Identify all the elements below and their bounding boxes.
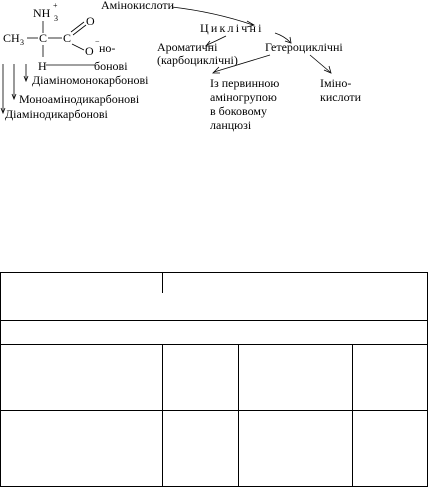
double-bond-line-1 xyxy=(71,22,84,32)
amino-acid-structure xyxy=(3,1,100,73)
single-bond-c-o xyxy=(72,44,84,50)
primary-amino-line2: аміногрупою xyxy=(210,90,277,104)
acyclic-partial-top-label: но- xyxy=(99,41,116,55)
diamino-monocarbon-label: Діаміномонокарбонові xyxy=(32,73,149,87)
root-amino-acids-label: Амінокислоти xyxy=(101,0,175,12)
acyclic-branch xyxy=(1,41,149,121)
primary-amino-line1: Із первинною xyxy=(210,76,280,90)
heterocyclic-label: Гетероциклічні xyxy=(265,40,343,54)
imino-label-line1: Іміно- xyxy=(320,76,352,90)
nh3-charge-sign: + xyxy=(53,1,58,10)
oxygen-minus-label: O xyxy=(85,44,94,58)
cyclic-branch xyxy=(157,21,362,132)
ch3-group-label: CH xyxy=(3,31,20,45)
nh3-group-label: NH xyxy=(33,6,51,20)
aromatic-label-line2: (карбоциклічні) xyxy=(157,53,238,67)
arrow-to-primary-amino-head xyxy=(213,67,220,73)
oxygen-charge-sign: − xyxy=(95,37,100,46)
diamino-dicarbon-label: Діамінодикарбонові xyxy=(5,107,108,121)
imino-label-line2: кислоти xyxy=(320,90,362,104)
monoamino-dicarbon-label: Моноамінодикарбонові xyxy=(19,92,140,106)
nh3-subscript: 3 xyxy=(54,14,58,23)
oxygen-double-label: O xyxy=(86,14,95,28)
empty-table xyxy=(0,272,428,487)
primary-amino-line3: в боковому xyxy=(210,104,267,118)
alpha-carbon-label: C xyxy=(39,31,48,45)
cyclic-label: Циклічні xyxy=(200,21,264,35)
aromatic-label-line1: Ароматичні xyxy=(157,40,218,54)
acyclic-partial-bottom-label: бонові xyxy=(94,59,128,73)
primary-amino-line4: ланцюзі xyxy=(210,118,252,132)
double-bond-line-2 xyxy=(73,25,86,35)
ch3-subscript: 3 xyxy=(20,38,24,47)
carboxyl-carbon-label: C xyxy=(63,31,72,45)
arrow-to-imino xyxy=(310,55,330,72)
hydrogen-label: H xyxy=(38,59,47,73)
